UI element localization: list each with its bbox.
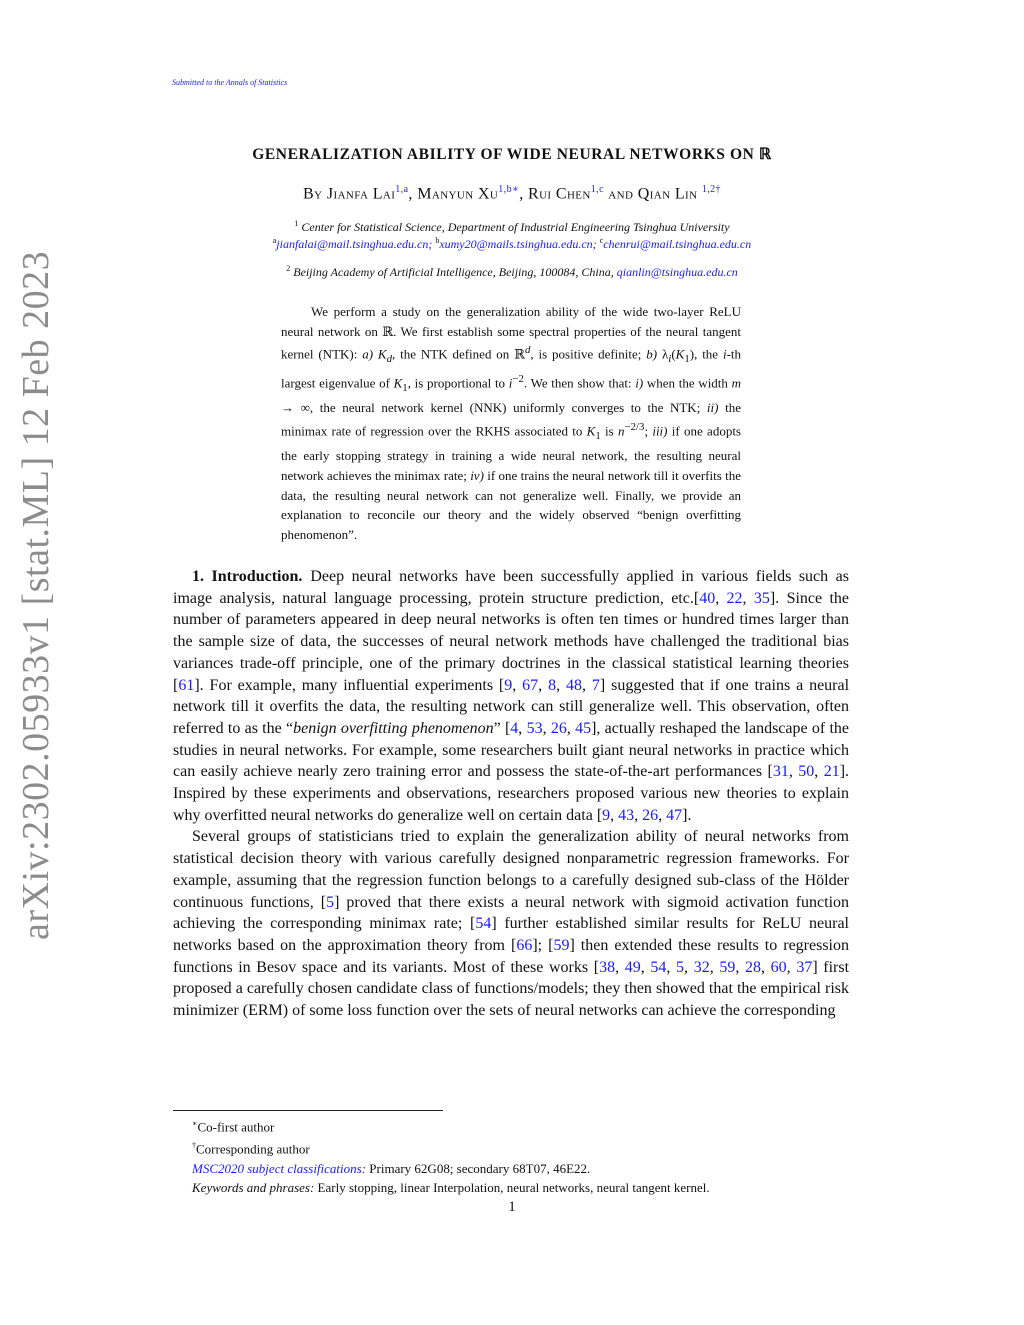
email-marker: a	[272, 236, 277, 245]
citation-link[interactable]: 45	[575, 719, 592, 737]
page-number: 1	[508, 1199, 516, 1215]
citation-link[interactable]: 59	[719, 958, 736, 976]
journal-header[interactable]: Submitted to the Annals of Statistics	[172, 78, 288, 87]
citation-link[interactable]: 48	[565, 676, 582, 694]
section-heading: 1. Introduction.	[192, 568, 303, 585]
footnote-corresponding: †Corresponding author	[192, 1141, 310, 1157]
citation-link[interactable]: 31	[772, 763, 789, 781]
citation-link[interactable]: 9	[504, 676, 513, 694]
citation-link[interactable]: 5	[676, 958, 685, 976]
footnotes	[173, 1114, 849, 1197]
citation-link[interactable]: 60	[770, 958, 787, 976]
email-list	[0, 236, 1024, 252]
abstract: We perform a study on the generalization ability of the wide two-layer ReLU neural network on ℝ. We first establish some spectral properties of the neural tangent kernel (NTK): a) $K_d$, the NTK defined on ℝ$^d$, is positive definite; b) $\lambda_i(K_1)$, the i-th largest eigenvalue of $K_1$, is proportional to $i^{-2}$. We then show that: i) when the width m → ∞, the neural network kernel (NNK) uniformly converges to the NTK; ii) the minimax rate of regression over the RKHS associated to $K_1$ is $n^{-2/3}$; iii) if one adopts the early stopping strategy in training a wide neural network, the resulting neural network achieves the minimax rate; iv) if one trains the neural network till it overfits the data, the resulting neural network can not generalize well. Finally, we provide an explanation to reconcile our theory and the widely observed “benign overfitting phenomenon”.	[281, 304, 742, 542]
citation-link[interactable]: 59	[553, 936, 570, 954]
email-marker: c	[599, 236, 604, 245]
citation-link[interactable]: 21	[823, 763, 840, 781]
email-link[interactable]: jianfalai@mail.tsinghua.edu.cn;	[276, 237, 433, 251]
email-marker: b	[435, 236, 440, 245]
affiliation-2	[0, 264, 1024, 280]
footnote-rule	[173, 1110, 443, 1111]
citation-link[interactable]: 61	[178, 676, 195, 694]
arxiv-stamp: arXiv:2302.05933v1 [stat.ML] 12 Feb 2023	[15, 250, 57, 940]
citation-link[interactable]: 67	[522, 676, 539, 694]
intro-paragraph-1: 1. Introduction. Deep neural networks have been successfully applied in various fields such as image analysis, natural language processing, protein structure prediction, etc.[40, 22, 35]. Since the number of parameters appeared in deep neural networks is often ten times or hundred times larger than the sample size of data, the successes of neural network methods have challenged the traditional bias variances trade-off principle, one of the primary doctrines in the classical statistical learning theories [61]. For example, many influential experiments [9, 67, 8, 48, 7] suggested that if one trains a neural network till it overfits the data, the resulting network can still generalize well. This observation, often referred to as the “benign overfitting phenomenon” [4, 53, 26, 45], actually reshaped the landscape of the studies in neural networks. For example, some researchers built giant neural networks in practice which can easily achieve nearly zero training error and possess the state-of-the-art performances [31, 50, 21]. Inspired by these experiments and observations, researchers proposed various new theories to explain why overfitted neural networks do generalize well on certain data [9, 43, 26, 47].	[173, 568, 850, 824]
citation-link[interactable]: 54	[650, 958, 667, 976]
citation-link[interactable]: 8	[548, 676, 557, 694]
author-name: Jianfa Lai	[326, 185, 396, 203]
citation-link[interactable]: 9	[602, 806, 611, 824]
author-sup[interactable]: 1,c	[590, 184, 604, 195]
affiliation-1	[0, 219, 1024, 235]
intro-paragraph-2: Several groups of statisticians tried to explain the generalization ability of neural networks from statistical decision theory with various carefully designed nonparametric regression frameworks. For example, assuming that the regression function belongs to a carefully designed sub-class of the Hölder continuous functions, [5] proved that there exists a neural network with sigmoid activation function achieving the corresponding minimax rate; [54] further established similar results for ReLU neural networks based on the approximation theory from [66]; [59] then extended these results to regression functions in Besov space and its variants. Most of these works [38, 49, 54, 5, 32, 59, 28, 60, 37] first proposed a carefully chosen candidate class of functions/models; they then showed that the empirical risk minimizer (ERM) of some loss function over the sets of neural networks can achieve the corresponding	[173, 828, 850, 1020]
author-name: Rui Chen	[528, 185, 591, 203]
email-link[interactable]: qianlin@tsinghua.edu.cn	[616, 265, 738, 279]
author-sup[interactable]: 1,b∗	[498, 184, 520, 195]
author-name: Manyun Xu	[417, 185, 499, 203]
author-sup[interactable]: 1,2†	[701, 184, 721, 195]
citation-link[interactable]: 22	[726, 589, 743, 607]
citation-link[interactable]: 54	[475, 915, 492, 933]
by-label: By	[303, 185, 327, 203]
footnote-cofirst: ∗Co-first author	[192, 1119, 275, 1135]
citation-link[interactable]: 66	[516, 936, 533, 954]
affiliation-marker: 1	[294, 219, 299, 228]
citation-link[interactable]: 38	[599, 958, 616, 976]
citation-link[interactable]: 26	[642, 806, 659, 824]
footnote-keywords: Keywords and phrases: Early stopping, linear Interpolation, neural networks, neural tangent kernel.	[192, 1179, 710, 1195]
citation-link[interactable]: 35	[753, 589, 770, 607]
citation-link[interactable]: 49	[624, 958, 641, 976]
author-separator: ,	[408, 185, 418, 203]
affiliation-text: Center for Statistical Science, Department of Industrial Engineering Tsinghua University	[301, 220, 730, 234]
citation-link[interactable]: 26	[550, 719, 567, 737]
introduction-section	[173, 566, 849, 1022]
author-list	[0, 184, 1024, 203]
affiliation-text: Beijing Academy of Artificial Intelligence, Beijing, 100084, China,	[293, 265, 614, 279]
citation-link[interactable]: 7	[591, 676, 600, 694]
author-separator: and	[603, 185, 638, 203]
msc-link[interactable]: MSC2020 subject classifications:	[192, 1160, 367, 1176]
author-sup[interactable]: 1,a	[395, 184, 409, 195]
citation-link[interactable]: 4	[510, 719, 519, 737]
citation-link[interactable]: 43	[618, 806, 635, 824]
citation-link[interactable]: 53	[526, 719, 543, 737]
citation-link[interactable]: 47	[666, 806, 683, 824]
email-link[interactable]: xumy20@mails.tsinghua.edu.cn;	[439, 237, 597, 251]
citation-link[interactable]: 32	[693, 958, 710, 976]
footnote-msc: MSC2020 subject classifications: Primary 62G08; secondary 68T07, 46E22.	[192, 1160, 591, 1176]
citation-link[interactable]: 50	[798, 763, 815, 781]
email-link[interactable]: chenrui@mail.tsinghua.edu.cn	[603, 237, 752, 251]
paper-title: GENERALIZATION ABILITY OF WIDE NEURAL NETWORKS ON ℝ	[252, 146, 772, 163]
citation-link[interactable]: 28	[745, 958, 761, 976]
citation-link[interactable]: 5	[326, 893, 335, 911]
affiliation-marker: 2	[286, 264, 291, 273]
citation-link[interactable]: 40	[699, 589, 716, 607]
author-name: Qian Lin	[637, 185, 698, 203]
author-separator: ,	[519, 185, 528, 203]
citation-link[interactable]: 37	[796, 958, 813, 976]
